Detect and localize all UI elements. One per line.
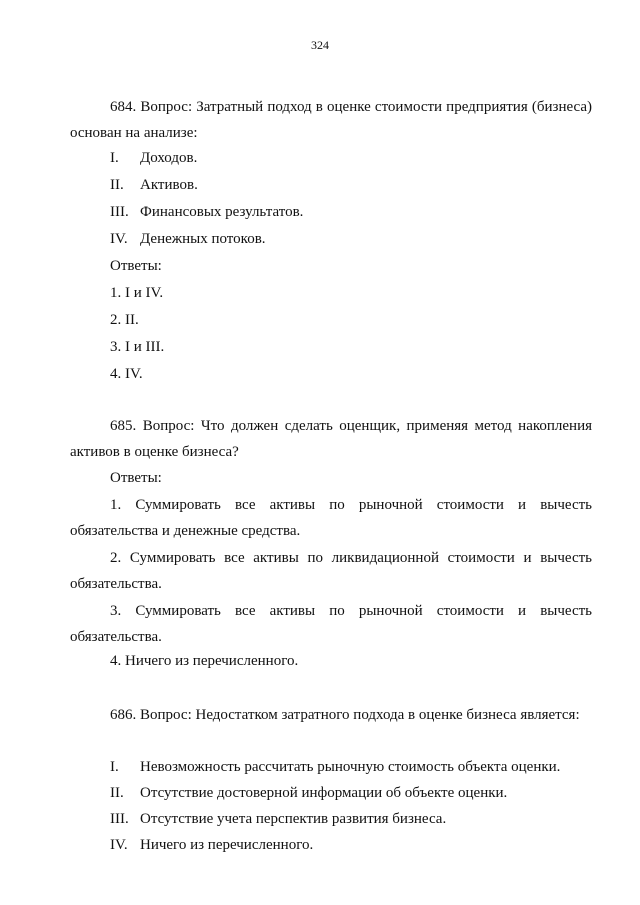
- question-685-text: Вопрос: Что должен сделать оценщик, применяя метод накопления активов в оценке бизнеса?: [70, 418, 593, 460]
- question-686: [70, 702, 592, 728]
- answers-label-685: Ответы:: [110, 470, 162, 486]
- answer-685-1: 1. Суммировать все активы по рыночной стоимости и вычесть обязательства и денежные средства.: [70, 497, 592, 539]
- answer-684-2: 2. II.: [110, 312, 139, 328]
- option-686-4: IV. Ничего из перечисленного.: [110, 837, 314, 853]
- answer-685-3: 3. Суммировать все активы по рыночной стоимости и вычесть обязательства.: [70, 603, 592, 645]
- question-685-stem: [70, 413, 592, 465]
- question-684: [70, 94, 592, 146]
- answer-685-2: 2. Суммировать все активы по ликвидационной стоимости и вычесть обязательства.: [70, 550, 592, 592]
- answers-label-684: Ответы:: [110, 258, 162, 274]
- question-686-number: 686.: [110, 707, 137, 723]
- question-686-stem: [70, 702, 592, 728]
- answer-685-4: 4. Ничего из перечисленного.: [110, 653, 299, 669]
- answer-684-3: 3. I и III.: [110, 339, 165, 355]
- page-number: 324: [311, 38, 329, 52]
- question-684-number: 684.: [110, 99, 137, 115]
- answer-684-1: 1. I и IV.: [110, 285, 164, 301]
- option-684-1: I. Доходов.: [110, 150, 198, 166]
- option-684-2: II. Активов.: [110, 177, 198, 193]
- option-686-3: III. Отсутствие учета перспектив развития бизнеса.: [110, 811, 447, 827]
- question-685-number: 685.: [110, 418, 137, 434]
- question-685: [70, 413, 592, 465]
- answer-684-4: 4. IV.: [110, 366, 143, 382]
- option-686-1: I. Невозможность рассчитать рыночную стоимость объекта оценки.: [110, 759, 561, 775]
- question-686-text: Вопрос: Недостатком затратного подхода в оценке бизнеса является:: [140, 707, 580, 723]
- question-684-stem: [70, 94, 592, 146]
- option-686-2: II. Отсутствие достоверной информации об объекте оценки.: [110, 785, 508, 801]
- option-684-3: III. Финансовых результатов.: [110, 204, 304, 220]
- question-684-text: Вопрос: Затратный подход в оценке стоимости предприятия (бизнеса) основан на анализе:: [70, 99, 592, 141]
- option-684-4: IV. Денежных потоков.: [110, 231, 266, 247]
